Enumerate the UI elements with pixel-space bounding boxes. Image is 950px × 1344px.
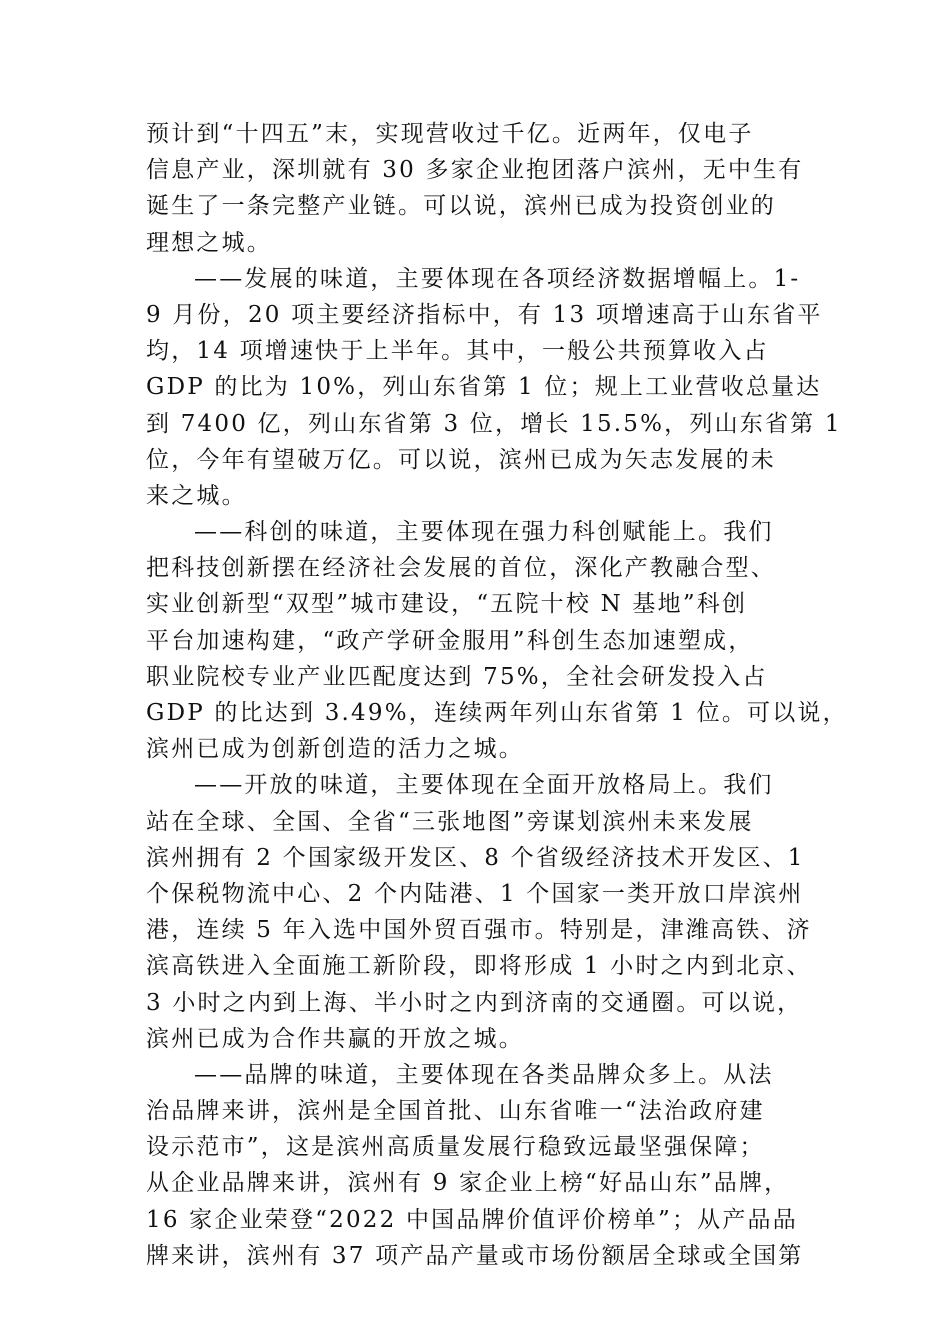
paragraph-first-line: ——发展的味道，主要体现在各项经济数据增幅上。1- xyxy=(194,265,801,292)
text-line: 实业创新型“双型”城市建设，“五院十校 N 基地”科创 xyxy=(146,591,748,618)
text-line: 均，14 项增速快于上半年。其中，一般公共预算收入占 xyxy=(146,338,769,365)
text-line: 设示范市”，这是滨州高质量发展行稳致远最坚强保障； xyxy=(146,1134,765,1161)
text-line: 治品牌来讲，滨州是全国首批、山东省唯一“法治政府建 xyxy=(146,1098,765,1125)
paragraph-first-line: ——品牌的味道，主要体现在各类品牌众多上。从法 xyxy=(194,1061,774,1088)
text-line: 16 家企业荣登“2022 中国品牌价值评价榜单”；从产品品 xyxy=(146,1206,798,1233)
text-line: 滨高铁进入全面施工新阶段，即将形成 1 小时之内到北京、 xyxy=(146,953,812,980)
text-line: 牌来讲，滨州有 37 项产品产量或市场份额居全球或全国第 xyxy=(146,1242,804,1269)
text-line: 信息产业，深圳就有 30 多家企业抱团落户滨州，无中生有 xyxy=(146,157,804,184)
text-line: 滨州已成为合作共赢的开放之城。 xyxy=(146,1025,524,1052)
text-line: 预计到“十四五”末，实现营收过千亿。近两年，仅电子 xyxy=(146,121,754,147)
text-line: 滨州拥有 2 个国家级开发区、8 个省级经济技术开发区、1 xyxy=(146,844,805,871)
text-line: 理想之城。 xyxy=(146,229,272,256)
text-line: 站在全球、全国、全省“三张地图”旁谋划滨州未来发展 xyxy=(146,808,754,835)
text-line: 3 小时之内到上海、半小时之内到济南的交通圈。可以说， xyxy=(146,989,803,1016)
text-line: GDP 的比达到 3.49%，连续两年列山东省第 1 位。可以说， xyxy=(146,700,848,726)
text-line: 位，今年有望破万亿。可以说，滨州已成为矢志发展的未 xyxy=(146,446,776,473)
text-line: 职业院校专业产业匹配度达到 75%，全社会研发投入占 xyxy=(146,663,768,690)
text-line: 把科技创新摆在经济社会发展的首位，深化产教融合型、 xyxy=(146,555,776,582)
text-line: 诞生了一条完整产业链。可以说，滨州已成为投资创业的 xyxy=(146,193,776,220)
text-line: 9 月份，20 项主要经济指标中，有 13 项增速高于山东省平 xyxy=(146,301,823,328)
text-line: 来之城。 xyxy=(146,482,247,509)
paragraph-first-line: ——科创的味道，主要体现在强力科创赋能上。我们 xyxy=(194,519,774,546)
text-line: 从企业品牌来讲，滨州有 9 家企业上榜“好品山东”品牌， xyxy=(146,1170,790,1197)
text-line: 个保税物流中心、2 个内陆港、1 个国家一类开放口岸滨州 xyxy=(146,880,804,907)
body-text xyxy=(146,116,848,1274)
text-line: 港，连续 5 年入选中国外贸百强市。特别是，津潍高铁、济 xyxy=(146,917,812,944)
text-line: 平台加速构建，“政产学研金服用”科创生态加速塑成， xyxy=(146,627,754,654)
text-line: GDP 的比为 10%，列山东省第 1 位；规上工业营收总量达 xyxy=(146,374,822,401)
paragraph-first-line: ——开放的味道，主要体现在全面开放格局上。我们 xyxy=(194,772,774,799)
text-line: 滨州已成为创新创造的活力之城。 xyxy=(146,736,524,763)
text-line: 到 7400 亿，列山东省第 3 位，增长 15.5%，列山东省第 1 xyxy=(146,410,842,437)
